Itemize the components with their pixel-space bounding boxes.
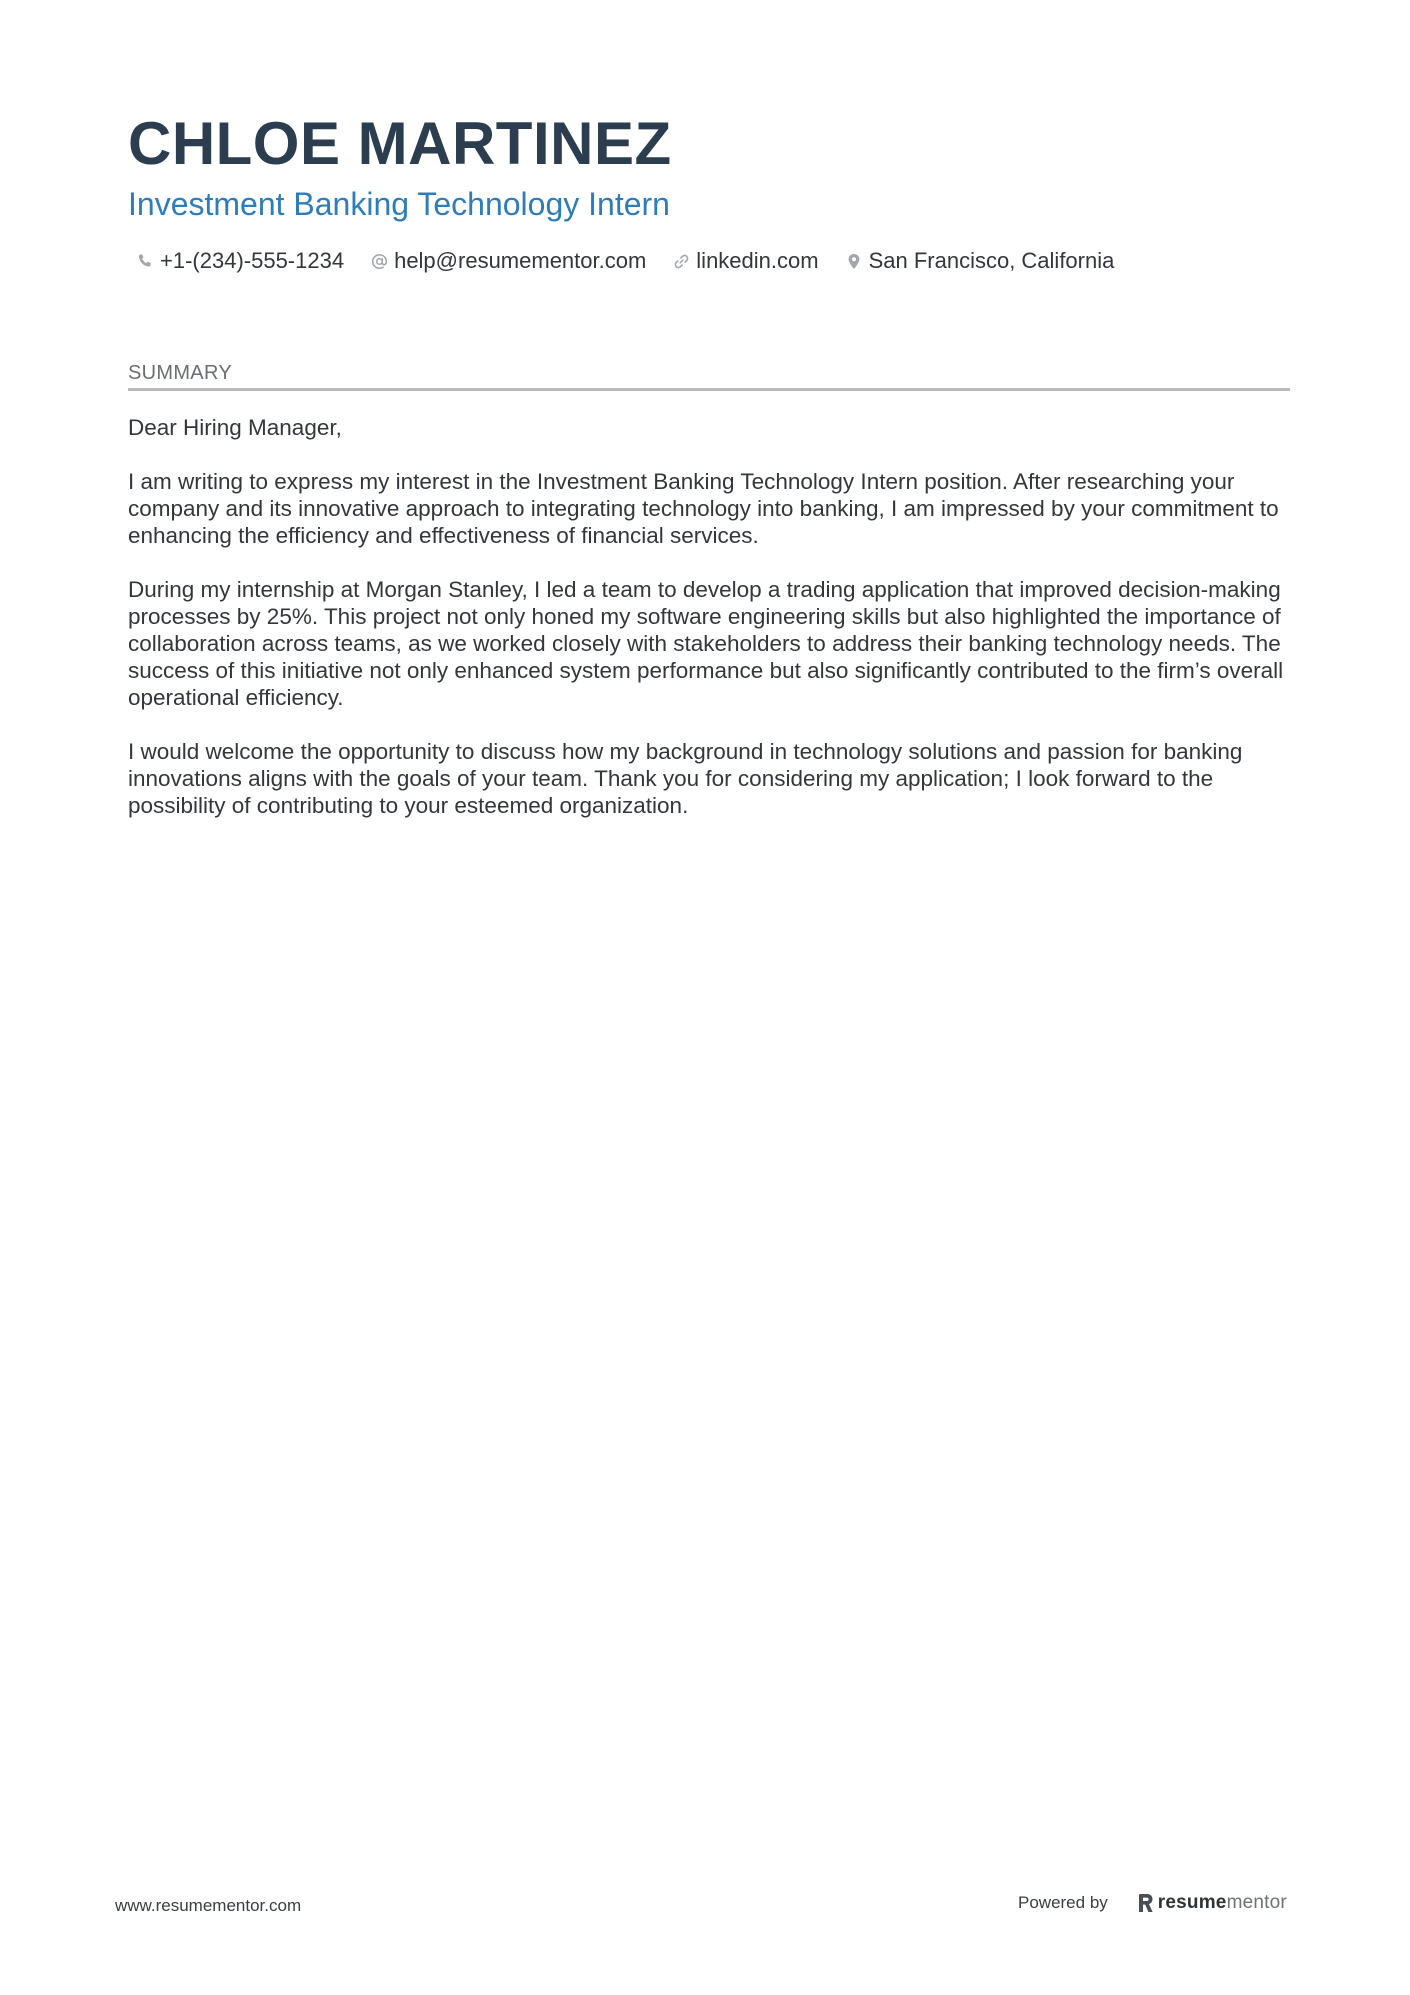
- letter-body: [128, 414, 1290, 846]
- salutation: Dear Hiring Manager,: [128, 415, 342, 440]
- summary-heading: SUMMARY: [128, 360, 1290, 391]
- paragraph-intro: I am writing to express my interest in the Investment Banking Technology Intern position. After researching your company and its innovative approach to integrating technology into banking, I am impressed by your commitment to enhancing the efficiency and effectiveness of financial services.: [128, 469, 1279, 548]
- contact-linkedin-text: linkedin.com: [696, 248, 819, 273]
- paragraph-experience: During my internship at Morgan Stanley, I led a team to develop a trading application that improved decision-making processes by 25%. This project not only honed my software engineering skills but also highlighted the importance of collaboration across teams, as we worked closely with stakeholders to address their banking technology needs. The success of this initiative not only enhanced system performance but also significantly contributed to the firm’s overall operational efficiency.: [128, 577, 1284, 710]
- contact-email: [370, 244, 646, 278]
- footer-website-link[interactable]: www.resumementor.com: [115, 1896, 302, 1915]
- brand-logo[interactable]: [1138, 1891, 1287, 1915]
- contact-email-text: help@resumementor.com: [394, 248, 647, 273]
- at-icon: [370, 252, 388, 270]
- contact-bar: [136, 244, 1114, 278]
- powered-by: [1018, 1891, 1287, 1915]
- location-pin-icon: [845, 252, 863, 270]
- contact-location: [845, 244, 1115, 278]
- brand-name-resume: resume: [1157, 1892, 1227, 1913]
- resumementor-logo-icon: [1138, 1893, 1154, 1913]
- contact-location-text: San Francisco, California: [868, 248, 1115, 273]
- contact-linkedin: [672, 244, 818, 278]
- candidate-name: CHLOE MARTINEZ: [128, 110, 672, 177]
- paragraph-closing: I would welcome the opportunity to discuss how my background in technology solutions and passion for banking innovations aligns with the goals of your team. Thank you for considering my application; I look forward to the possibility of contributing to your esteemed organization.: [128, 739, 1243, 818]
- contact-phone: [136, 244, 344, 278]
- job-title: Investment Banking Technology Intern: [128, 186, 670, 222]
- link-icon: [672, 252, 690, 270]
- powered-by-label: Powered by: [1018, 1893, 1108, 1912]
- phone-icon: [136, 252, 154, 270]
- contact-phone-text: +1-(234)-555-1234: [160, 248, 345, 273]
- brand-name-mentor: mentor: [1226, 1892, 1287, 1913]
